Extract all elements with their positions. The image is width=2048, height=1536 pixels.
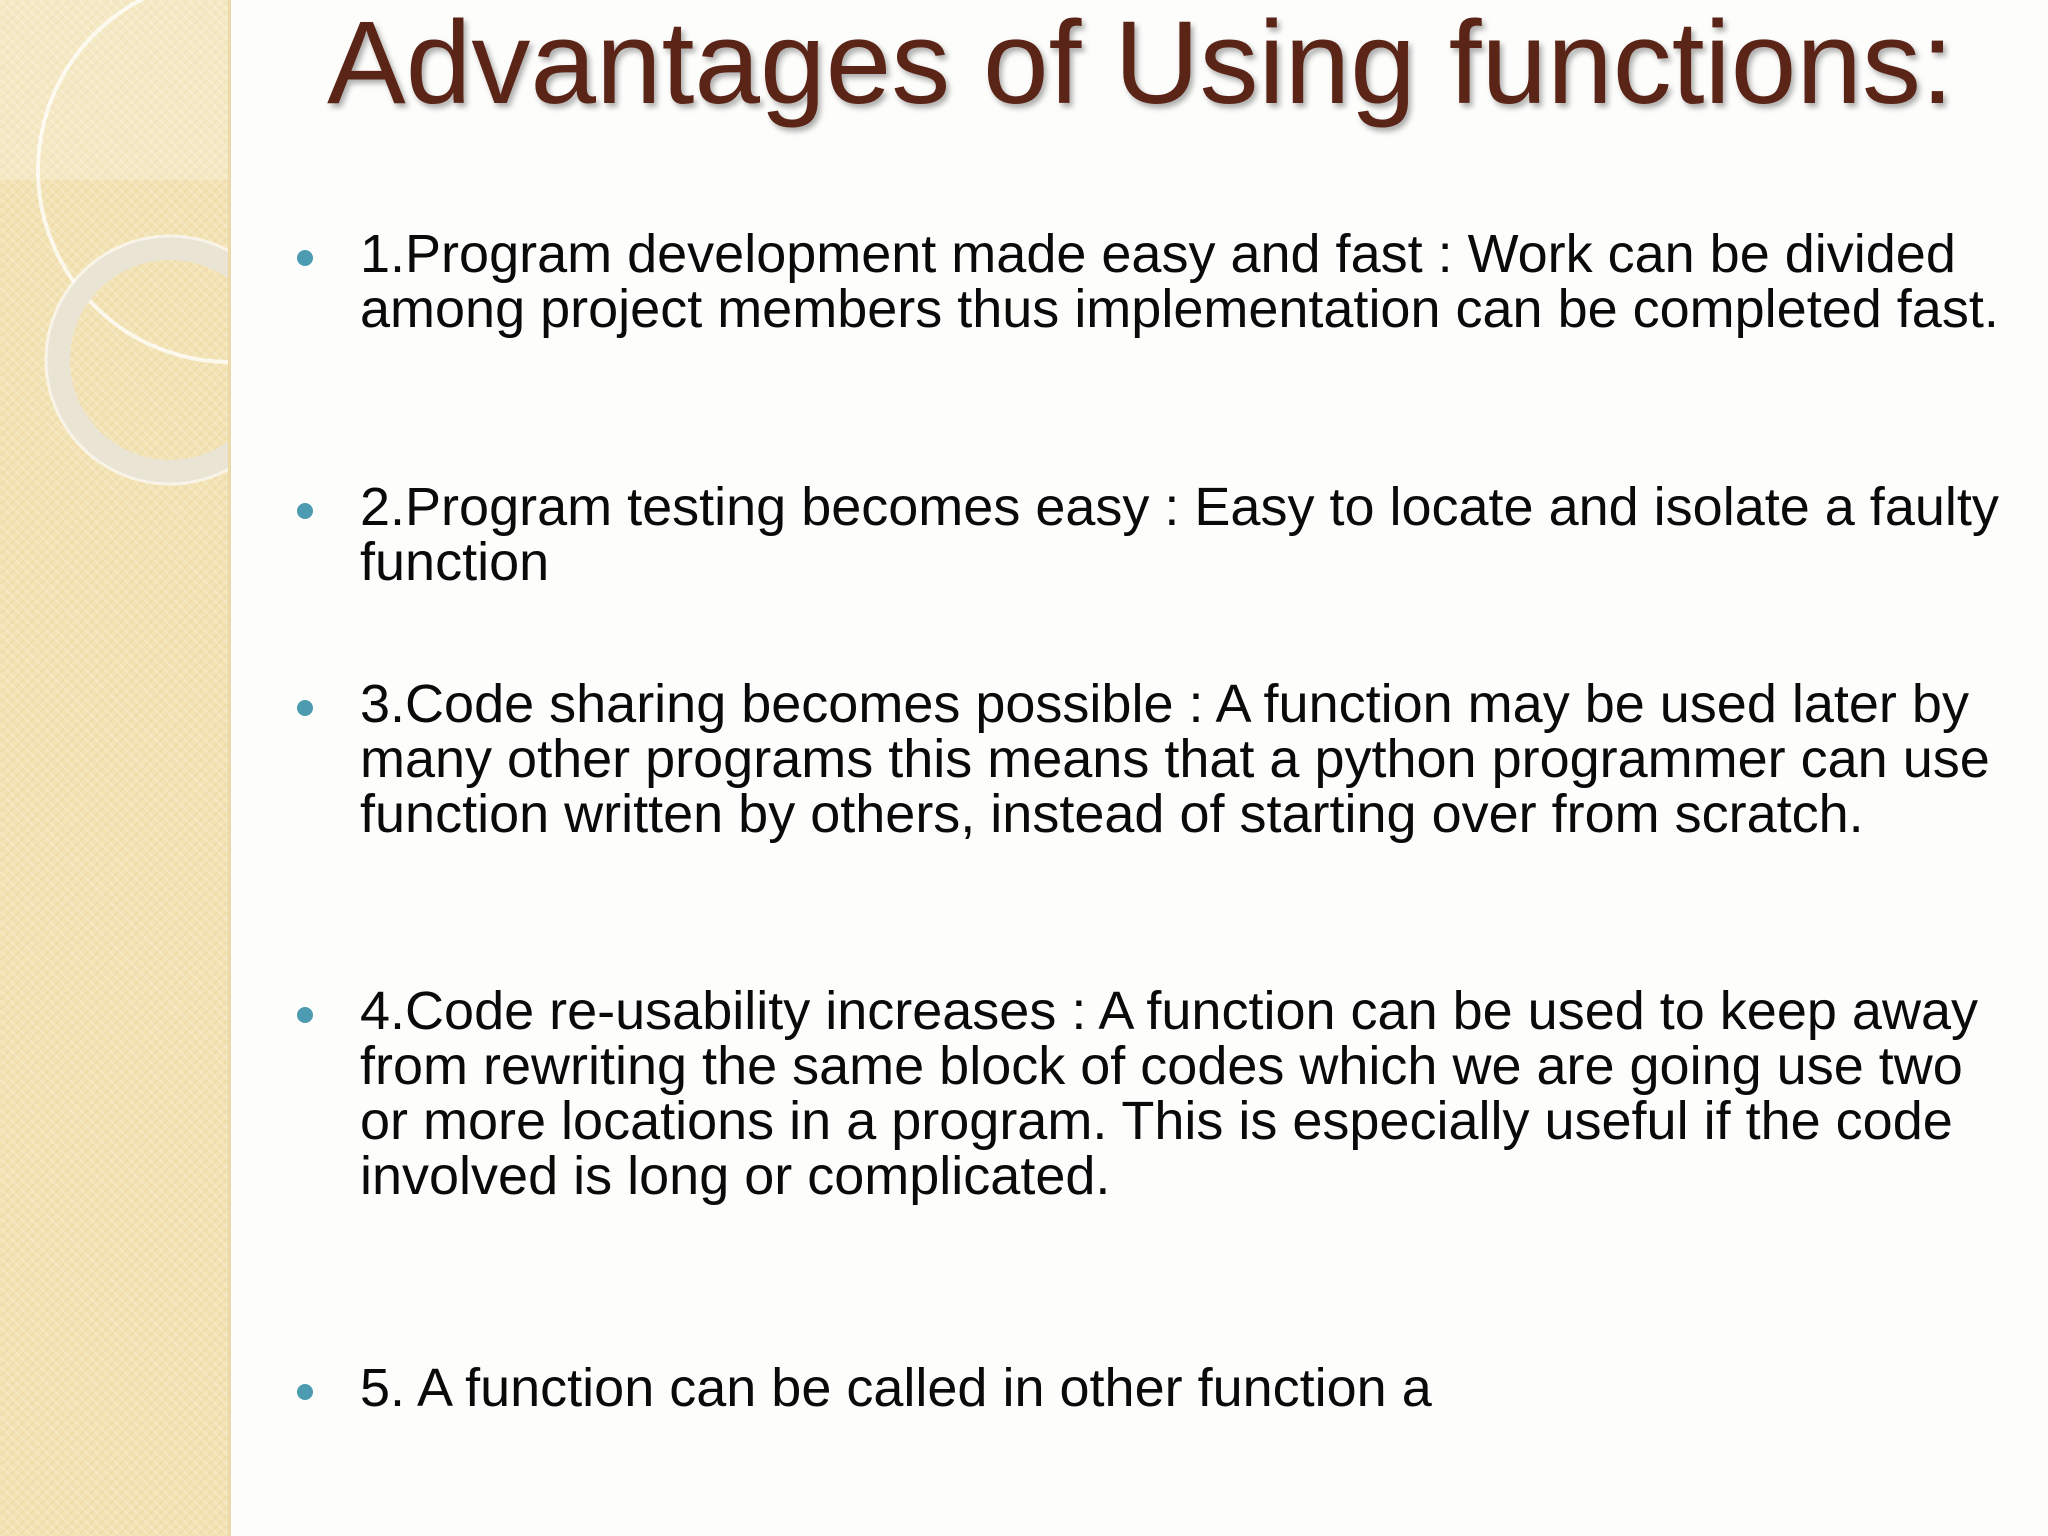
bullet-text: 2.Program testing becomes easy : Easy to locate and isolate a faulty function	[360, 477, 1999, 592]
bullet-dot-icon	[297, 700, 313, 716]
bullet-dot-icon	[297, 1384, 313, 1400]
slide-title: Advantages of Using functions:	[327, 0, 1954, 129]
bullet-dot-icon	[297, 503, 313, 519]
bullet-dot-icon	[297, 250, 313, 266]
bullet-text: 3.Code sharing becomes possible : A function may be used later by many other programs this means that a python programmer can use function written by others, instead of starting over from scratch.	[360, 674, 1990, 844]
bullet-text: 1.Program development made easy and fast : Work can be divided among project members thus implementation can be completed fast.	[360, 224, 1999, 339]
bullet-text: 4.Code re-usability increases : A function can be used to keep away from rewriting the same block of codes which we are going use two or more locations in a program. This is especially useful if the code involved is long or complicated.	[360, 981, 1978, 1206]
bullet-text: 5. A function can be called in other function a	[360, 1358, 1432, 1418]
bullet-dot-icon	[297, 1007, 313, 1023]
